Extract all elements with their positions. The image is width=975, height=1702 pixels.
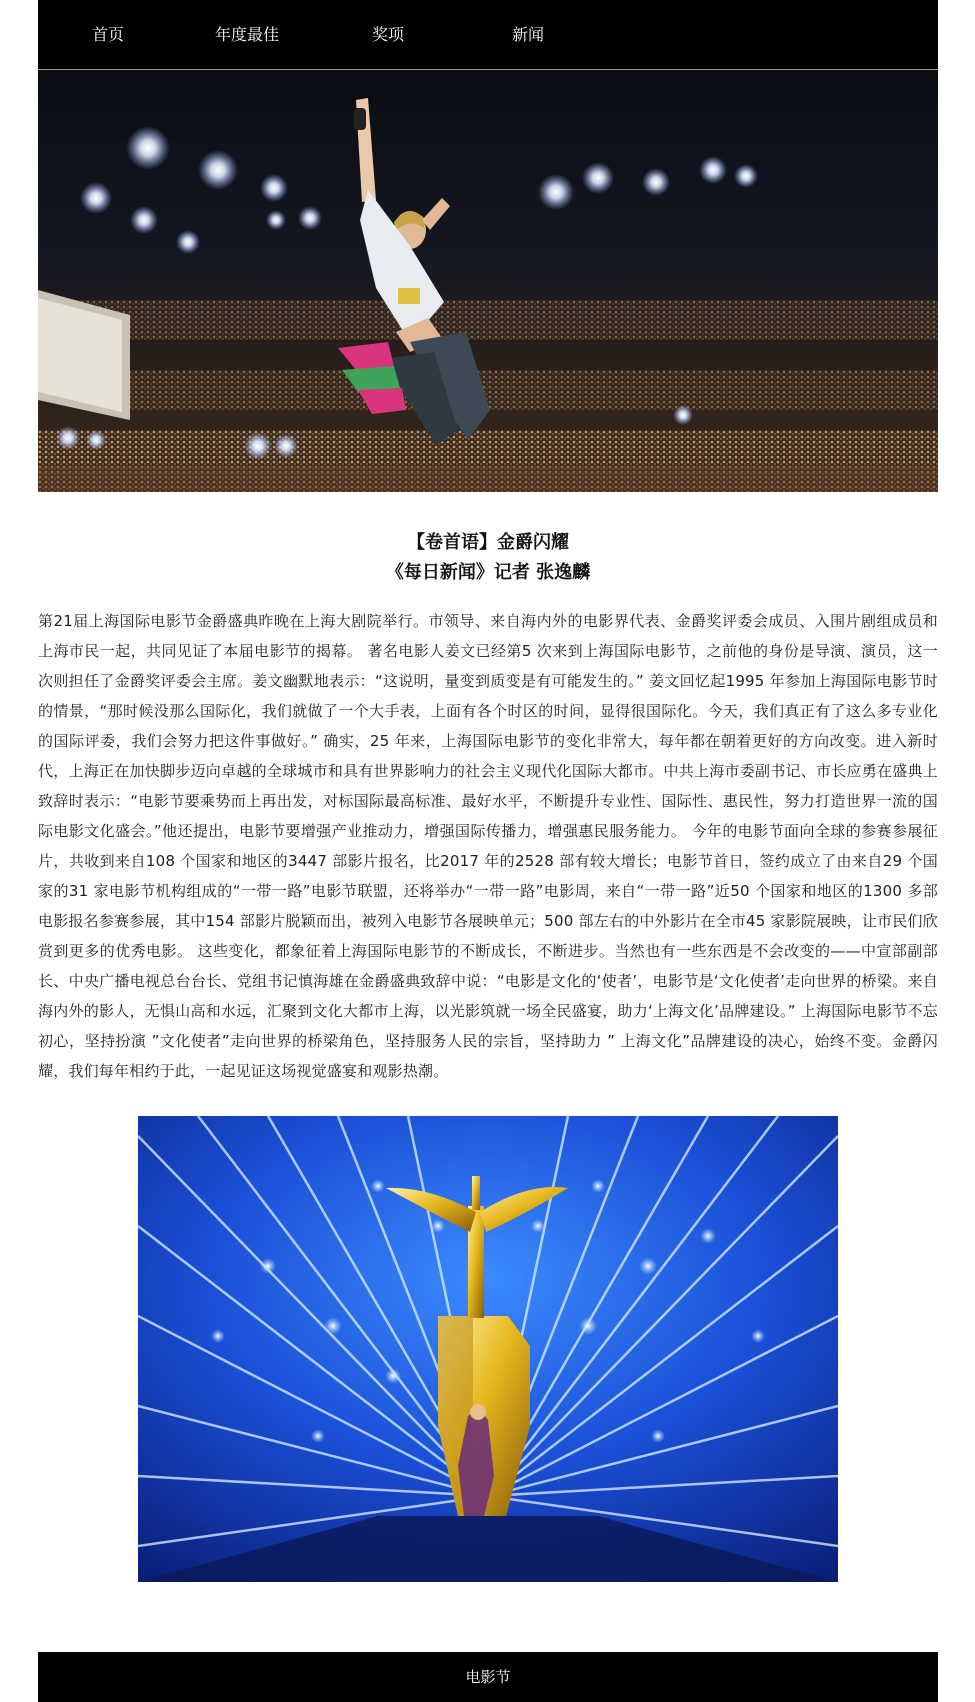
article-header (38, 528, 938, 588)
nav-item-news[interactable]: 新闻 (512, 25, 545, 44)
nav-item-home[interactable]: 首页 (92, 25, 125, 44)
article-title: 【卷首语】金爵闪耀 (407, 532, 569, 553)
page (38, 0, 938, 1686)
nav-item-best-of-year[interactable]: 年度最佳 (215, 25, 280, 44)
article-body: 第21届上海国际电影节金爵盛典昨晚在上海大剧院举行。市领导、来自海内外的电影界代表、金爵奖评委会成员、入围片剧组成员和上海市民一起，共同见证了本届电影节的揭幕。 著名电影人姜文已经第5 次来到上海国际电影节，之前他的身份是导演、演员，这一次则担任了金爵奖评委会主席。姜文幽默地表示：“这说明，量变到质变是有可能发生的。” 姜文回忆起1995 年参加上海国际电影节时的情景，“那时候没那么国际化，我们就做了一个大手表，上面有各个时区的时间，显得很国际化。今天，我们真正有了这么多专业化的国际评委，我们会努力把这件事做好。” 确实，25 年来，上海国际电影节的变化非常大，每年都在朝着更好的方向改变。进入新时代，上海正在加快脚步迈向卓越的全球城市和具有世界影响力的社会主义现代化国际大都市。中共上海市委副书记、市长应勇在盛典上致辞时表示：“电影节要乘势而上再出发，对标国际最高标准、最好水平，不断提升专业性、国际性、惠民性，努力打造世界一流的国际电影文化盛会。”他还提出，电影节要增强产业推动力，增强国际传播力，增强惠民服务能力。 今年的电影节面向全球的参赛参展征片，共收到来自108 个国家和地区的3447 部影片报名，比2017 年的2528 部有较大增长；电影节首日，签约成立了由来自29 个国家的31 家电影节机构组成的“一带一路”电影节联盟，还将举办“一带一路”电影周，来自“一带一路”近50 个国家和地区的1300 多部电影报名参赛参展，其中154 部影片脱颖而出，被列入电影节各展映单元；500 部左右的中外影片在全市45 家影院展映，让市民们欣赏到更多的优秀电影。 这些变化，都象征着上海国际电影节的不断成长，不断进步。当然也有一些东西是不会改变的——中宣部副部长、中央广播电视总台台长、党组书记慎海雄在金爵盛典致辞中说：“电影是文化的‘使者’，电影节是‘文化使者’走向世界的桥梁。来自海内外的影人，无惧山高和水远，汇聚到文化大都市上海，以光影筑就一场全民盛宴，助力‘上海文化’品牌建设。” 上海国际电影节不忘初心，坚持扮演 ”文化使者”走向世界的桥梁角色，坚持服务人民的宗旨，坚持助力 ” 上海文化”品牌建设的决心，始终不变。金爵闪耀，我们每年相约于此，一起见证这场视觉盛宴和观影热潮。 (38, 612, 938, 1080)
nav-item-awards[interactable]: 奖项 (372, 25, 405, 44)
article-byline: 《每日新闻》记者 张逸麟 (385, 562, 591, 583)
award-trophy-image (138, 1116, 838, 1582)
page-footer: 电影节 (38, 1652, 938, 1702)
top-nav (38, 0, 938, 70)
hero-concert-image (38, 70, 938, 492)
